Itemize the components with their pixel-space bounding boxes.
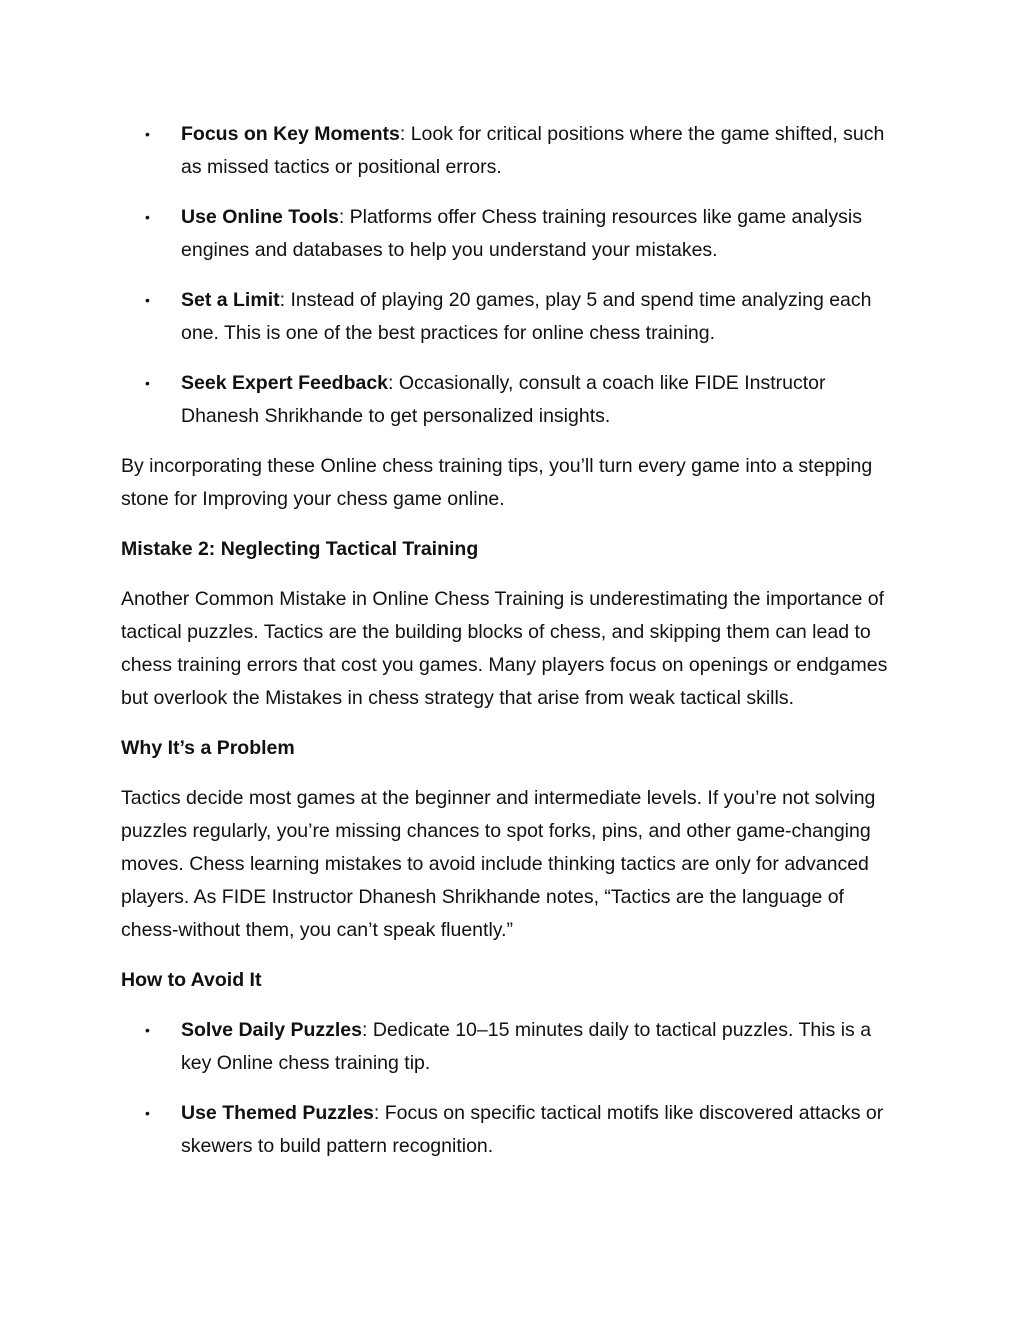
list-item-term: Set a Limit — [181, 289, 280, 311]
list-item-text: : Occasionally, consult a coach like FIDE Instructor Dhanesh Shrikhande to get personalized insights. — [181, 372, 826, 427]
list-item-text: : Look for critical positions where the game shifted, such as missed tactics or positional errors. — [181, 123, 885, 178]
list-item — [121, 1014, 906, 1080]
list-item — [121, 1097, 906, 1163]
bullet-icon: • — [145, 126, 150, 142]
tips-list-avoid — [121, 1014, 906, 1163]
tips-list-review — [121, 118, 906, 433]
paragraph-incorporating: By incorporating these Online chess training tips, you’ll turn every game into a stepping stone for Improving your chess game online. — [121, 455, 873, 510]
bullet-icon: • — [145, 375, 150, 391]
list-item-term: Use Themed Puzzles — [181, 1102, 374, 1124]
list-item-term: Use Online Tools — [181, 206, 339, 228]
document-content — [121, 118, 906, 1180]
section-heading-why-problem: Why It’s a Problem — [121, 737, 295, 759]
list-item — [121, 284, 906, 350]
paragraph-tactics: Tactics decide most games at the beginner and intermediate levels. If you’re not solving puzzles regularly, you’re missing chances to spot forks, pins, and other game-changing moves. Chess learning mistakes to avoid include thinking tactics are only for advanced players. As FIDE Instructor Dhanesh Shrikhande notes, “Tactics are the language of chess-without them, you can’t speak fluently.” — [121, 787, 876, 941]
bullet-icon: • — [145, 292, 150, 308]
bullet-icon: • — [145, 1105, 150, 1121]
bullet-icon: • — [145, 209, 150, 225]
bullet-icon: • — [145, 1022, 150, 1038]
list-item-text: : Focus on specific tactical motifs like discovered attacks or skewers to build pattern recognition. — [181, 1102, 884, 1157]
list-item-term: Focus on Key Moments — [181, 123, 400, 145]
list-item-text: : Dedicate 10–15 minutes daily to tactical puzzles. This is a key Online chess training tip. — [181, 1019, 872, 1074]
list-item-text: : Platforms offer Chess training resources like game analysis engines and databases to help you understand your mistakes. — [181, 206, 862, 261]
section-heading-how-to-avoid: How to Avoid It — [121, 969, 262, 991]
list-item-text: : Instead of playing 20 games, play 5 and spend time analyzing each one. This is one of the best practices for online chess training. — [181, 289, 872, 344]
list-item — [121, 367, 906, 433]
list-item-term: Seek Expert Feedback — [181, 372, 389, 394]
list-item — [121, 201, 906, 267]
paragraph-another-mistake: Another Common Mistake in Online Chess Training is underestimating the importance of tactical puzzles. Tactics are the building blocks of chess, and skipping them can lead to chess training errors that cost you games. Many players focus on openings or endgames but overlook the Mistakes in chess strategy that arise from weak tactical skills. — [121, 588, 888, 709]
section-heading-mistake-2: Mistake 2: Neglecting Tactical Training — [121, 538, 479, 560]
list-item-term: Solve Daily Puzzles — [181, 1019, 362, 1041]
list-item — [121, 118, 906, 184]
